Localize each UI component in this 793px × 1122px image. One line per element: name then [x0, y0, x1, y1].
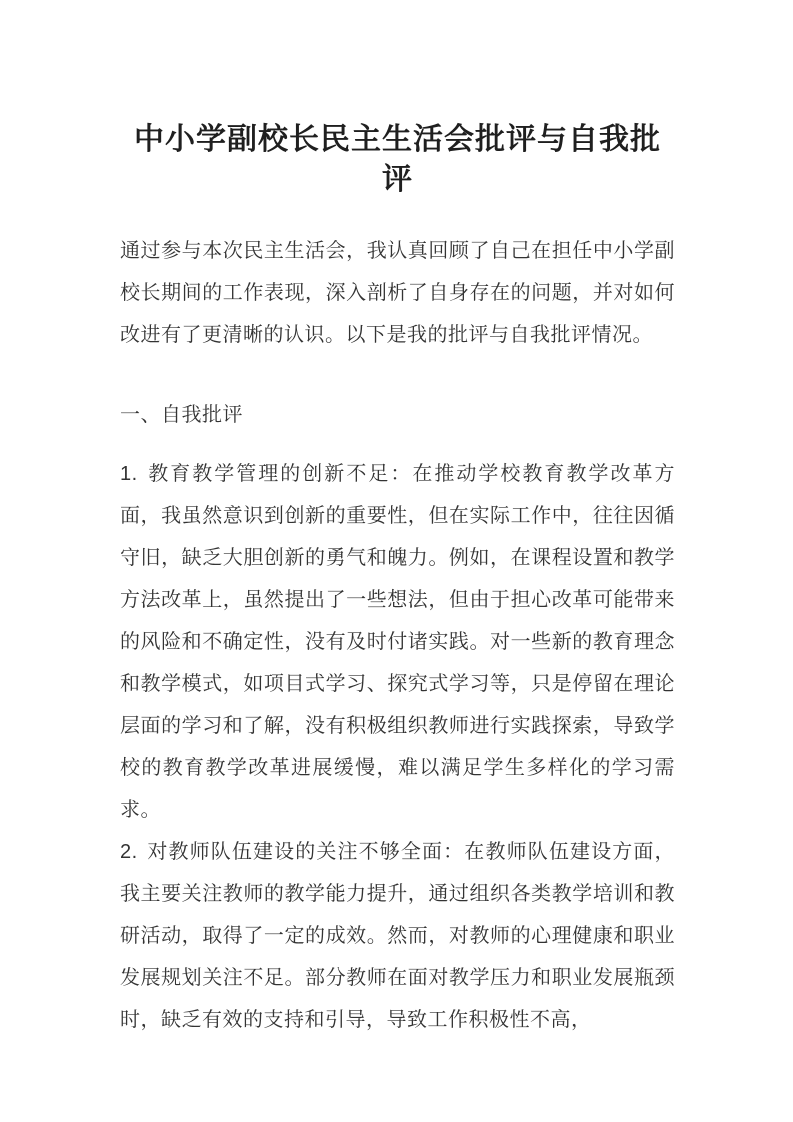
list-item-1-number: 1.	[120, 462, 138, 485]
list-item-1	[120, 453, 675, 831]
section-heading-self-criticism: 一、自我批评	[120, 404, 243, 426]
page-title: 中小学副校长民主生活会批评与自我批评	[134, 123, 661, 196]
list-item-1-text: 教育教学管理的创新不足：在推动学校教育教学改革方面，我虽然意识到创新的重要性，但在实际工作中，往往因循守旧，缺乏大胆创新的勇气和魄力。例如，在课程设置和教学方法改革上，虽然提出了一些想法，但由于担心改革可能带来的风险和不确定性，没有及时付诸实践。对一些新的教育理念和教学模式，如项目式学习、探究式学习等，只是停留在理论层面的学习和了解，没有积极组织教师进行实践探索，导致学校的教育教学改革进展缓慢，难以满足学生多样化的学习需求。	[120, 462, 675, 821]
intro-paragraph: 通过参与本次民主生活会，我认真回顾了自己在担任中小学副校长期间的工作表现，深入剖析了自身存在的问题，并对如何改进有了更清晰的认识。以下是我的批评与自我批评情况。	[120, 240, 675, 346]
list-item-2	[120, 831, 675, 1041]
list-item-2-text: 对教师队伍建设的关注不够全面：在教师队伍建设方面，我主要关注教师的教学能力提升，通过组织各类教学培训和教研活动，取得了一定的成效。然而，对教师的心理健康和职业发展规划关注不足。部分教师在面对教学压力和职业发展瓶颈时，缺乏有效的支持和引导，导致工作积极性不高，	[120, 840, 675, 1031]
list-item-2-number: 2.	[120, 840, 138, 863]
